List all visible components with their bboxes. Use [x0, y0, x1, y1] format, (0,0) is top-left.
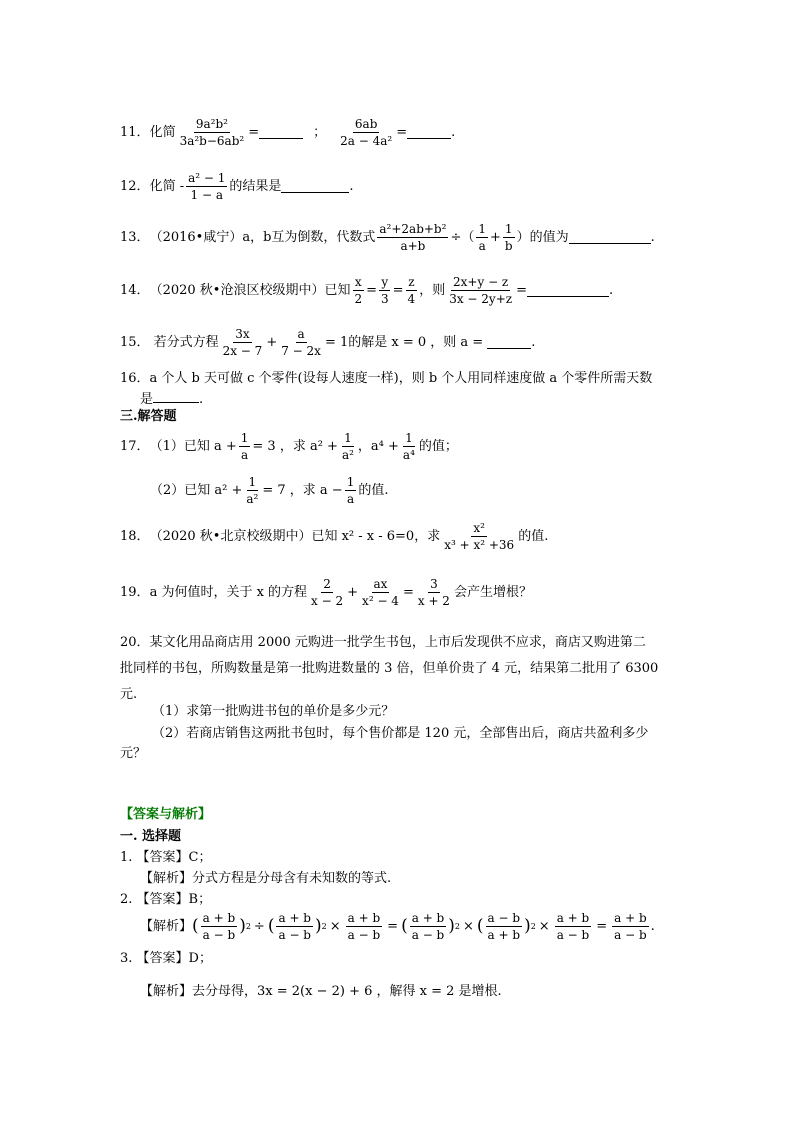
answer-blank[interactable]	[407, 126, 451, 139]
q15-frac-1: $\frac{3x}{2x - 7}$	[222, 327, 263, 358]
ans2-frac-6: $\frac{a + b}{a - b}$	[556, 911, 590, 942]
answer-blank[interactable]	[487, 336, 531, 349]
question-16-line-1: 16．a 个人 b 天可做 c 个零件(设每人速度一样)，则 b 个人用同样速度做 a 个零件所需天数	[120, 371, 653, 386]
q14-frac-y: $\frac{y}{3}$	[381, 275, 389, 306]
q19-frac-2: $\frac{ax}{\text{x² − 4}}$	[362, 577, 399, 608]
q17-frac-b2: $\frac{1}{a}$	[346, 475, 355, 506]
question-15: 15 ． 若分式方程 $\frac{3x}{2x - 7}$ + $\frac{a}{7 - 2x}$ = 1的解是 x = 0 ，则 a = .	[120, 327, 536, 358]
answers-section-1: 一. 选择题	[120, 829, 182, 844]
q12-fraction: $\frac{\text{a² − 1}}{1 - a}$	[188, 171, 226, 202]
question-20-line-1: 20．某文化用品商店用 2000 元购进一批学生书包，上市后发现供不应求，商店又购进第二	[120, 635, 646, 650]
answer-2: 2. 【答案】B；	[120, 892, 212, 907]
q13-frac-1a: $\frac{1}{a}$	[478, 222, 486, 253]
q14-frac-x: $\frac{x}{2}$	[354, 275, 363, 306]
question-19: 19 ． a 为何值时，关于 x 的方程 $\frac{2}{x - 2}$ + $\frac{ax}{\text{x² − 4}}$ = $\frac{3}{x + 2}$ 会产生增根？	[120, 577, 532, 608]
question-20-line-3: 元.	[120, 687, 138, 702]
ans2-frac-3: $\frac{a + b}{a - b}$	[347, 911, 381, 942]
answer-1-explanation: 【解析】分式方程是分母含有未知数的等式.	[140, 871, 392, 886]
q11-fraction-1: $\frac{\text{9a²b²}}{\text{3a²b−6ab²}}$	[179, 117, 245, 148]
ans2-frac-5: $\frac{a - b}{a + b}$	[487, 911, 521, 942]
answer-3: 3. 【答案】D；	[120, 951, 212, 966]
q18-fraction: $\frac{\text{x²}}{\text{x³ + x² +36}}$	[444, 521, 515, 552]
q11-fraction-2: $\frac{6ab}{\text{2a − 4a²}}$	[340, 117, 393, 148]
answer-1: 1. 【答案】C；	[120, 850, 212, 865]
question-20-line-6: 元？	[120, 746, 147, 761]
answer-blank[interactable]	[259, 126, 303, 139]
q14-frac-z: $\frac{z}{4}$	[407, 275, 416, 306]
q17-frac-a4: $\frac{1}{\text{a⁴}}$	[402, 431, 415, 462]
q17-frac-a2: $\frac{1}{\text{a²}}$	[341, 431, 354, 462]
section-heading-3: 三.解答题	[120, 409, 177, 424]
question-20-part-1: （1）求第一批购进书包的单价是多少元？	[152, 704, 395, 719]
q19-frac-1: $\frac{2}{x - 2}$	[311, 577, 344, 608]
question-20-part-2: （2）若商店销售这两批书包时，每个售价都是 120 元，全部售出后，商店共盈利多少	[152, 726, 649, 741]
answer-blank[interactable]	[153, 390, 199, 403]
ans2-frac-2: $\frac{a + b}{a - b}$	[278, 911, 311, 942]
q13-fraction: $\frac{\text{a²+2ab+b²}}{a+b}$	[379, 222, 447, 253]
question-20-line-2: 批同样的书包，所购数量是第一批购进数量的 3 倍，但单价贵了 4 元，结果第二批用了 6300	[120, 661, 659, 676]
q14-fraction: $\frac{2x+y - z}{3x - 2y+z}$	[449, 275, 513, 306]
question-16-line-2: 是 .	[140, 392, 204, 407]
question-12: 12 ． 化简 - $\frac{\text{a² − 1}}{1 - a}$ 的结果是 .	[120, 171, 354, 202]
question-18: 18 ． （2020 秋•北京校级期中）已知 x² - x - 6=0，求 $\frac{\text{x²}}{\text{x³ + x² +36}}$ 的值.	[120, 521, 549, 552]
q15-frac-2: $\frac{a}{7 - 2x}$	[281, 327, 321, 358]
question-11: 11 ． 化简 $\frac{\text{9a²b²}}{\text{3a²b−6ab²}}$ = ； $\frac{6ab}{\text{2a − 4a²}}$ = .	[120, 117, 456, 148]
answer-blank[interactable]	[281, 180, 349, 193]
q17-frac-a: $\frac{1}{a}$	[240, 431, 249, 462]
ans2-frac-1: $\frac{a + b}{a - b}$	[202, 911, 236, 942]
answer-3-explanation: 【解析】去分母得，3x = 2(x − 2) + 6 ，解得 x = 2 是增根.	[140, 984, 502, 999]
question-17-part-1: 17 ． （1）已知 a + $\frac{1}{a}$ = 3 ，求 a² + $\frac{1}{\text{a²}}$ ，a⁴ + $\frac{1}{\text{a⁴}}$ 的值；	[120, 431, 458, 462]
answer-blank[interactable]	[569, 231, 651, 244]
answer-2-explanation: 【解析】 ( $\frac{a + b}{a - b}$ ) 2 ÷ ( $\frac{a + b}{a - b}$ ) 2 × $\frac{a + b}{a - b}$ = ( $\frac{a + b}{a - b}$ ) 2 × ( $\frac{a - b}{a + b}$ ) 2 × $\frac{a + b}{a - b}$ = $\frac{a + b}{a - b}$ .	[140, 911, 655, 942]
q13-frac-1b: $\frac{1}{b}$	[504, 222, 513, 253]
answers-heading: 【答案与解析】	[120, 807, 212, 822]
question-17-part-2: （2）已知 a² + $\frac{1}{\text{a²}}$ = 7 ，求 a − $\frac{1}{a}$ 的值.	[150, 475, 389, 506]
question-13: 13 ． （2016•咸宁）a，b互为倒数，代数式 $\frac{\text{a²+2ab+b²}}{a+b}$ ÷（ $\frac{1}{a}$ + $\frac{1}{b}$ ）的值为 .	[120, 222, 655, 253]
ans2-frac-4: $\frac{a + b}{a - b}$	[411, 911, 445, 942]
ans2-frac-7: $\frac{a + b}{a - b}$	[614, 911, 647, 942]
question-14: 14 ． （2020 秋•沧浪区校级期中）已知 $\frac{x}{2}$ = $\frac{y}{3}$ = $\frac{z}{4}$ ，则 $\frac{2x+y - z}{3x - 2y+z}$ = .	[120, 275, 614, 306]
answer-blank[interactable]	[527, 284, 609, 297]
q17-frac-b: $\frac{1}{\text{a²}}$	[246, 475, 259, 506]
q19-frac-3: $\frac{3}{x + 2}$	[417, 577, 450, 608]
